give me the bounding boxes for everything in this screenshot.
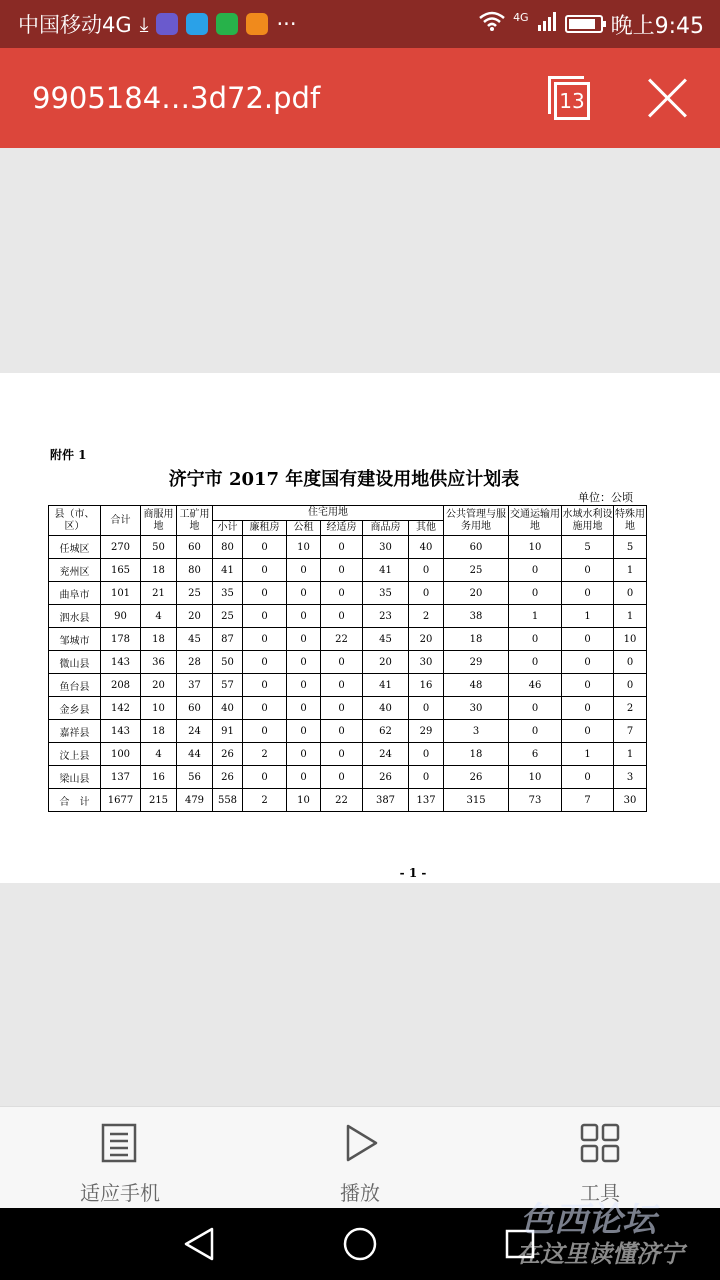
row-value-cell: 5 <box>562 536 614 559</box>
page-count: 13 <box>554 82 590 120</box>
row-value-cell: 143 <box>101 651 141 674</box>
video-app-icon <box>186 13 208 35</box>
row-value-cell: 26 <box>213 766 243 789</box>
table-row <box>49 789 647 812</box>
row-value-cell: 137 <box>101 766 141 789</box>
row-value-cell: 18 <box>444 628 509 651</box>
row-value-cell: 0 <box>509 720 562 743</box>
row-value-cell: 0 <box>321 674 363 697</box>
row-value-cell: 62 <box>363 720 409 743</box>
row-value-cell: 558 <box>213 789 243 812</box>
clock: 晚上9:45 <box>610 13 704 39</box>
row-value-cell: 22 <box>321 628 363 651</box>
58-app-icon <box>246 13 268 35</box>
row-value-cell: 60 <box>177 536 213 559</box>
document-lines-icon <box>100 1123 140 1163</box>
row-value-cell: 60 <box>444 536 509 559</box>
row-value-cell: 0 <box>243 628 287 651</box>
home-icon[interactable] <box>342 1226 378 1262</box>
status-left <box>18 0 297 48</box>
back-icon[interactable] <box>182 1226 216 1262</box>
row-value-cell: 50 <box>213 651 243 674</box>
fit-to-phone-label: 适应手机 <box>80 1181 160 1205</box>
row-value-cell: 50 <box>141 536 177 559</box>
row-value-cell: 41 <box>363 559 409 582</box>
row-value-cell: 20 <box>177 605 213 628</box>
header-gongzu: 公租 <box>287 521 321 536</box>
row-value-cell: 18 <box>141 720 177 743</box>
row-value-cell: 44 <box>177 743 213 766</box>
row-value-cell: 0 <box>509 559 562 582</box>
header-industrial: 工矿用地 <box>177 506 213 536</box>
header-county: 县（市、区） <box>49 506 101 536</box>
row-value-cell: 0 <box>243 582 287 605</box>
row-value-cell: 0 <box>614 582 647 605</box>
row-value-cell: 10 <box>614 628 647 651</box>
row-value-cell: 208 <box>101 674 141 697</box>
row-value-cell: 0 <box>287 559 321 582</box>
row-value-cell: 387 <box>363 789 409 812</box>
row-value-cell: 7 <box>562 789 614 812</box>
row-value-cell: 73 <box>509 789 562 812</box>
row-county-cell: 泗水县 <box>49 605 101 628</box>
play-button[interactable] <box>260 1107 460 1209</box>
row-value-cell: 20 <box>444 582 509 605</box>
row-value-cell: 28 <box>177 651 213 674</box>
header-subtotal: 小计 <box>213 521 243 536</box>
row-value-cell: 90 <box>101 605 141 628</box>
row-value-cell: 22 <box>321 789 363 812</box>
table-row <box>49 720 647 743</box>
row-value-cell: 3 <box>444 720 509 743</box>
row-value-cell: 10 <box>509 536 562 559</box>
row-county-cell: 梁山县 <box>49 766 101 789</box>
grid-icon <box>580 1123 620 1163</box>
table-body <box>49 536 647 812</box>
row-value-cell: 1 <box>614 559 647 582</box>
row-value-cell: 0 <box>562 582 614 605</box>
row-value-cell: 37 <box>177 674 213 697</box>
row-value-cell: 4 <box>141 743 177 766</box>
table-row <box>49 628 647 651</box>
row-value-cell: 0 <box>409 559 444 582</box>
header-other: 其他 <box>409 521 444 536</box>
row-value-cell: 30 <box>444 697 509 720</box>
row-value-cell: 142 <box>101 697 141 720</box>
row-value-cell: 0 <box>287 605 321 628</box>
row-value-cell: 0 <box>243 766 287 789</box>
row-value-cell: 20 <box>363 651 409 674</box>
row-county-cell: 微山县 <box>49 651 101 674</box>
row-value-cell: 80 <box>177 559 213 582</box>
row-value-cell: 48 <box>444 674 509 697</box>
row-value-cell: 1677 <box>101 789 141 812</box>
row-value-cell: 0 <box>321 743 363 766</box>
header-lianzu: 廉租房 <box>243 521 287 536</box>
row-value-cell: 21 <box>141 582 177 605</box>
row-value-cell: 46 <box>509 674 562 697</box>
row-value-cell: 165 <box>101 559 141 582</box>
unit-label: 单位：公顷 <box>578 491 633 504</box>
row-value-cell: 0 <box>287 674 321 697</box>
status-right <box>479 0 704 48</box>
row-value-cell: 0 <box>243 559 287 582</box>
row-value-cell: 87 <box>213 628 243 651</box>
table-row <box>49 697 647 720</box>
row-value-cell: 0 <box>243 674 287 697</box>
row-value-cell: 0 <box>321 720 363 743</box>
header-residential: 住宅用地 <box>213 506 444 521</box>
row-value-cell: 38 <box>444 605 509 628</box>
row-value-cell: 0 <box>321 536 363 559</box>
table-row <box>49 651 647 674</box>
row-value-cell: 0 <box>509 628 562 651</box>
row-value-cell: 7 <box>614 720 647 743</box>
row-value-cell: 80 <box>213 536 243 559</box>
row-value-cell: 2 <box>243 789 287 812</box>
row-county-cell: 兖州区 <box>49 559 101 582</box>
row-value-cell: 41 <box>213 559 243 582</box>
row-value-cell: 0 <box>509 582 562 605</box>
row-value-cell: 0 <box>562 720 614 743</box>
file-name: 9905184…3d72.pdf <box>32 81 321 115</box>
header-water: 水域水利设施用地 <box>562 506 614 536</box>
play-icon <box>340 1123 380 1163</box>
row-value-cell: 178 <box>101 628 141 651</box>
fit-to-phone-button[interactable] <box>20 1107 220 1209</box>
row-value-cell: 0 <box>243 605 287 628</box>
row-value-cell: 40 <box>409 536 444 559</box>
row-value-cell: 16 <box>141 766 177 789</box>
watermark-slogan: 在这里读懂济宁 <box>516 1240 684 1268</box>
row-value-cell: 0 <box>409 697 444 720</box>
row-value-cell: 26 <box>363 766 409 789</box>
row-value-cell: 4 <box>141 605 177 628</box>
row-value-cell: 10 <box>287 789 321 812</box>
row-value-cell: 6 <box>509 743 562 766</box>
row-value-cell: 100 <box>101 743 141 766</box>
row-value-cell: 101 <box>101 582 141 605</box>
row-value-cell: 0 <box>409 766 444 789</box>
row-value-cell: 0 <box>287 766 321 789</box>
row-value-cell: 40 <box>213 697 243 720</box>
row-value-cell: 0 <box>562 559 614 582</box>
row-county-cell: 任城区 <box>49 536 101 559</box>
table-row <box>49 559 647 582</box>
row-value-cell: 0 <box>243 536 287 559</box>
row-value-cell: 1 <box>614 605 647 628</box>
row-value-cell: 45 <box>363 628 409 651</box>
row-value-cell: 5 <box>614 536 647 559</box>
row-value-cell: 36 <box>141 651 177 674</box>
watermark <box>512 1186 717 1276</box>
network-type-label: 4G <box>513 10 529 24</box>
row-value-cell: 26 <box>444 766 509 789</box>
table-row <box>49 605 647 628</box>
row-value-cell: 60 <box>177 697 213 720</box>
row-value-cell: 23 <box>363 605 409 628</box>
row-value-cell: 18 <box>141 628 177 651</box>
row-county-cell: 鱼台县 <box>49 674 101 697</box>
row-value-cell: 0 <box>321 651 363 674</box>
row-value-cell: 0 <box>562 628 614 651</box>
row-value-cell: 25 <box>213 605 243 628</box>
row-value-cell: 30 <box>614 789 647 812</box>
row-value-cell: 1 <box>562 743 614 766</box>
row-value-cell: 0 <box>562 651 614 674</box>
row-value-cell: 3 <box>614 766 647 789</box>
row-value-cell: 143 <box>101 720 141 743</box>
row-value-cell: 10 <box>287 536 321 559</box>
row-value-cell: 270 <box>101 536 141 559</box>
page-number: - 1 - <box>399 866 427 880</box>
page-count-button[interactable] <box>538 72 594 124</box>
row-value-cell: 2 <box>409 605 444 628</box>
row-value-cell: 18 <box>444 743 509 766</box>
row-value-cell: 0 <box>287 582 321 605</box>
row-value-cell: 479 <box>177 789 213 812</box>
row-value-cell: 0 <box>321 559 363 582</box>
row-value-cell: 1 <box>562 605 614 628</box>
row-value-cell: 1 <box>509 605 562 628</box>
row-value-cell: 30 <box>409 651 444 674</box>
table-row <box>49 766 647 789</box>
row-value-cell: 57 <box>213 674 243 697</box>
more-notifications-icon: ··· <box>276 12 297 36</box>
row-value-cell: 0 <box>321 582 363 605</box>
row-county-cell: 汶上县 <box>49 743 101 766</box>
tools-label: 工具 <box>580 1181 620 1205</box>
attachment-label: 附件 1 <box>50 448 87 462</box>
status-bar <box>0 0 720 48</box>
pdf-page <box>0 373 720 883</box>
close-icon[interactable] <box>646 76 690 120</box>
row-value-cell: 30 <box>363 536 409 559</box>
row-value-cell: 26 <box>213 743 243 766</box>
app-notification-icon <box>156 13 178 35</box>
row-value-cell: 0 <box>287 628 321 651</box>
row-value-cell: 29 <box>409 720 444 743</box>
row-county-cell: 嘉祥县 <box>49 720 101 743</box>
land-supply-table <box>48 505 647 812</box>
row-value-cell: 0 <box>321 766 363 789</box>
row-value-cell: 315 <box>444 789 509 812</box>
row-value-cell: 0 <box>287 651 321 674</box>
carrier-label: 中国移动4G <box>18 13 132 37</box>
row-value-cell: 16 <box>409 674 444 697</box>
row-value-cell: 0 <box>243 720 287 743</box>
row-value-cell: 35 <box>363 582 409 605</box>
row-value-cell: 0 <box>409 582 444 605</box>
header-commercial: 商服用地 <box>141 506 177 536</box>
table-row <box>49 582 647 605</box>
row-value-cell: 0 <box>562 697 614 720</box>
document-title: 济宁市 2017 年度国有建设用地供应计划表 <box>168 469 520 490</box>
row-value-cell: 10 <box>509 766 562 789</box>
row-value-cell: 45 <box>177 628 213 651</box>
header-special: 特殊用地 <box>614 506 647 536</box>
row-value-cell: 0 <box>243 651 287 674</box>
player-app-icon <box>216 13 238 35</box>
watermark-logo-text: 色西论坛 <box>520 1200 656 1240</box>
signal-icon <box>537 11 557 37</box>
row-value-cell: 41 <box>363 674 409 697</box>
row-value-cell: 137 <box>409 789 444 812</box>
row-value-cell: 0 <box>614 651 647 674</box>
row-value-cell: 0 <box>287 697 321 720</box>
row-county-cell: 曲阜市 <box>49 582 101 605</box>
row-value-cell: 24 <box>363 743 409 766</box>
row-value-cell: 0 <box>287 720 321 743</box>
table-row <box>49 536 647 559</box>
row-value-cell: 91 <box>213 720 243 743</box>
row-value-cell: 1 <box>614 743 647 766</box>
toolbar <box>0 48 720 148</box>
row-value-cell: 25 <box>177 582 213 605</box>
row-county-cell: 金乡县 <box>49 697 101 720</box>
row-value-cell: 0 <box>509 697 562 720</box>
header-transport: 交通运输用地 <box>509 506 562 536</box>
row-value-cell: 10 <box>141 697 177 720</box>
row-county-cell: 合 计 <box>49 789 101 812</box>
row-value-cell: 29 <box>444 651 509 674</box>
header-jingshi: 经适房 <box>321 521 363 536</box>
download-icon: ⤓ <box>139 12 149 36</box>
row-value-cell: 0 <box>321 605 363 628</box>
row-value-cell: 18 <box>141 559 177 582</box>
row-value-cell: 24 <box>177 720 213 743</box>
row-value-cell: 215 <box>141 789 177 812</box>
header-total: 合计 <box>101 506 141 536</box>
row-value-cell: 0 <box>321 697 363 720</box>
row-value-cell: 0 <box>409 743 444 766</box>
row-value-cell: 20 <box>141 674 177 697</box>
battery-icon <box>565 15 603 33</box>
row-value-cell: 2 <box>614 697 647 720</box>
row-value-cell: 20 <box>409 628 444 651</box>
row-value-cell: 56 <box>177 766 213 789</box>
row-value-cell: 0 <box>562 766 614 789</box>
row-county-cell: 邹城市 <box>49 628 101 651</box>
row-value-cell: 0 <box>614 674 647 697</box>
header-shangpin: 商品房 <box>363 521 409 536</box>
row-value-cell: 40 <box>363 697 409 720</box>
play-label: 播放 <box>340 1181 380 1205</box>
table-row <box>49 674 647 697</box>
row-value-cell: 2 <box>243 743 287 766</box>
row-value-cell: 0 <box>562 674 614 697</box>
row-value-cell: 35 <box>213 582 243 605</box>
header-public: 公共管理与服务用地 <box>444 506 509 536</box>
table-row <box>49 743 647 766</box>
row-value-cell: 0 <box>509 651 562 674</box>
row-value-cell: 0 <box>287 743 321 766</box>
row-value-cell: 0 <box>243 697 287 720</box>
wifi-icon <box>479 11 505 37</box>
row-value-cell: 25 <box>444 559 509 582</box>
